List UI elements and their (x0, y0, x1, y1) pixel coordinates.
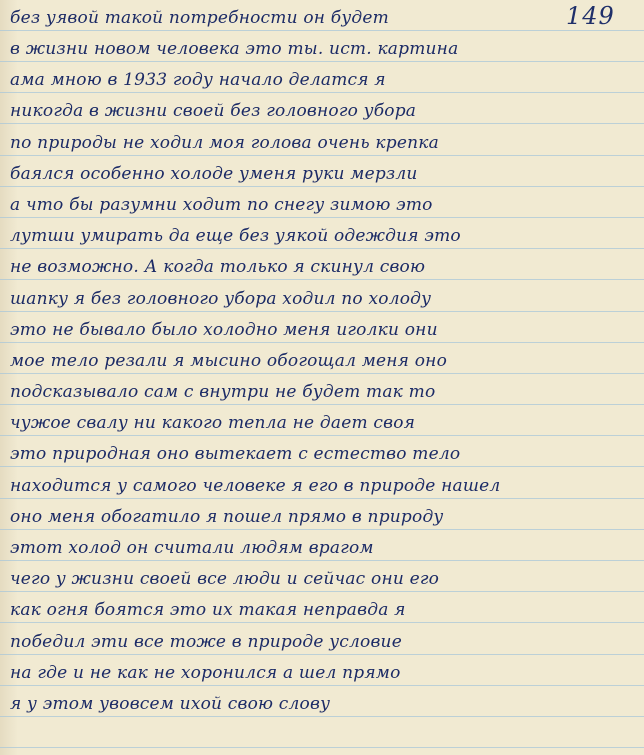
page-number: 149 (566, 2, 615, 30)
handwritten-line: по природы не ходил моя голова очень крепка (10, 133, 439, 153)
handwritten-line: это не бывало было холодно меня иголки они (10, 320, 438, 340)
handwritten-line: чужое свалу ни какого тепла не дает своя (10, 413, 416, 433)
handwritten-line: я у этом увовсем ихой свою слову (10, 694, 331, 714)
handwritten-line: никогда в жизни своей без головного убора (10, 101, 417, 121)
handwritten-line: не возможно. А когда только я скинул свою (10, 257, 426, 277)
handwritten-line: чего у жизни своей все люди и сейчас они его (10, 569, 440, 589)
handwritten-line: без уявой такой потребности он будет (10, 8, 389, 28)
handwritten-line: шапку я без головного убора ходил по холоду (10, 289, 432, 309)
handwritten-line: в жизни новом человека это ты. ист. картина (10, 39, 459, 59)
handwritten-line: ама мною в 1933 году начало делатся я (10, 70, 386, 90)
ruled-line (0, 747, 644, 748)
handwritten-line: оно меня обогатило я пошел прямо в природу (10, 507, 444, 527)
handwritten-line: этот холод он считали людям врагом (10, 538, 374, 558)
handwritten-line: а что бы разумни ходит по снегу зимою это (10, 195, 433, 215)
handwritten-line: на где и не как не хоронился а шел прямо (10, 663, 401, 683)
handwritten-line: мое тело резали я мысино обогощал меня оно (10, 351, 448, 371)
handwritten-line: подсказывало сам с внутри не будет так то (10, 382, 436, 402)
handwritten-line: находится у самого человеке я его в природе нашел (10, 476, 501, 496)
handwritten-line: это природная оно вытекает с естество тело (10, 444, 461, 464)
handwritten-line: победил эти все тоже в природе условие (10, 632, 402, 652)
handwritten-line: баялся особенно холоде уменя руки мерзли (10, 164, 418, 184)
handwritten-line: как огня боятся это их такая неправда я (10, 600, 406, 620)
handwritten-line: лутши умирать да еще без уякой одеждия это (10, 226, 461, 246)
